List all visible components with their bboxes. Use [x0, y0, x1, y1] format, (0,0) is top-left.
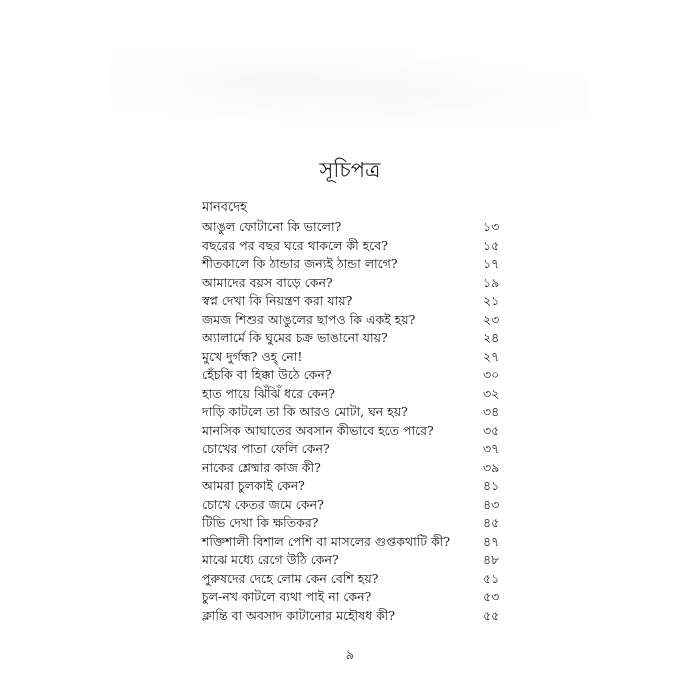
toc-entry	[202, 218, 503, 237]
toc-entry-title: শক্তিশালী বিশাল পেশি বা মাসলের গুপ্তকথাটি কী?	[202, 533, 451, 549]
toc-entry-page: ২৭	[483, 348, 500, 364]
toc-entry-page: ৪৭	[483, 533, 500, 549]
toc-entry-title: শীতকালে কি ঠান্ডার জন্যই ঠান্ডা লাগে?	[202, 256, 398, 271]
toc-entry-page: ৪১	[483, 478, 500, 493]
toc-entry-title: পুরুষদের দেহে লোম কেন বেশি হয়?	[202, 570, 379, 586]
toc-entry-title: টিভি দেখা কি ক্ষতিকর?	[202, 515, 319, 530]
toc-entry	[202, 237, 503, 256]
toc-entry-page: ১৩	[483, 219, 500, 234]
toc-entry	[202, 422, 503, 441]
toc-entry-title: চোখে কেতর জমে কেন?	[202, 496, 324, 512]
toc-entry	[202, 403, 503, 422]
toc-entry-page: ২৩	[483, 311, 500, 327]
toc-entry	[202, 440, 503, 459]
toc-entry-title: চোখের পাতা ফেলি কেন?	[202, 441, 330, 456]
toc-entry-title: জমজ শিশুর আঙুলের ছাপও কি একই হয়?	[202, 311, 416, 327]
toc-entry-page: ৩৪	[483, 404, 500, 419]
toc-entry-title: ক্লান্তি বা অবসাদ কাটানোর মহৌষধ কী?	[202, 607, 396, 623]
toc-entry-title: মাঝে মধ্যে রেগে উঠি কেন?	[202, 552, 339, 567]
toc-entry	[202, 588, 503, 607]
toc-entry	[202, 255, 503, 274]
toc-entry-page: ১৭	[483, 256, 500, 271]
toc-entry-title: মানসিক আঘাতের অবসান কীভাবে হতে পারে?	[202, 422, 434, 438]
toc-entry	[202, 551, 503, 570]
toc-entry	[202, 366, 503, 385]
toc-entry-title: আঙুল ফোটানো কি ভালো?	[202, 219, 342, 234]
section-heading: মানবদেহ	[202, 200, 247, 215]
toc-entry-page: ১৫	[483, 237, 500, 253]
toc-entry-page: ৫৫	[483, 607, 500, 623]
toc-entry	[202, 329, 503, 348]
toc-entry	[202, 311, 503, 330]
toc-entry	[202, 496, 503, 515]
toc-entry-title: হেঁচকি বা হিক্কা উঠে কেন?	[202, 367, 332, 382]
toc-entry-page: ৩৫	[483, 422, 500, 438]
toc-entry	[202, 348, 503, 367]
toc-entry-page: ৩৭	[483, 441, 500, 456]
toc-entry-title: বছরের পর বছর ঘরে থাকলে কী হবে?	[202, 237, 388, 253]
toc-list	[202, 218, 503, 625]
toc-entry-title: নাকের শ্লেষ্মার কাজ কী?	[202, 459, 321, 475]
toc-entry-title: দাড়ি কাটলে তা কি আরও মোটা, ঘন হয়?	[202, 404, 408, 419]
toc-entry-page: ৫৩	[483, 589, 500, 604]
toc-entry-page: ১৯	[483, 274, 500, 290]
toc-entry-title: মুখে দুর্গন্ধ? ওহ্ নো!	[202, 348, 303, 364]
toc-entry	[202, 385, 503, 404]
toc-entry-title: আমাদের বয়স বাড়ে কেন?	[202, 274, 333, 290]
toc-entry-title: আমরা চুলকাই কেন?	[202, 478, 305, 493]
toc-entry-page: ৪৫	[483, 515, 500, 530]
toc-entry	[202, 533, 503, 552]
toc-entry	[202, 477, 503, 496]
toc-entry-page: ৩০	[483, 367, 500, 382]
page-number: ৯	[345, 648, 355, 663]
toc-entry-title: স্বপ্ন দেখা কি নিয়ন্ত্রণ করা যায়?	[202, 293, 353, 308]
toc-entry-page: ৪৮	[483, 552, 500, 567]
toc-entry-page: ৫১	[483, 570, 500, 586]
toc-entry	[202, 459, 503, 478]
toc-entry-title: হাত পায়ে ঝিঁঝিঁ ধরে কেন?	[202, 385, 335, 401]
toc-entry-title: অ্যালার্মে কি ঘুমের চক্র ভাঙানো যায়?	[202, 330, 388, 345]
toc-entry-page: ৩২	[483, 385, 500, 401]
toc-entry-page: ৩৯	[483, 459, 500, 475]
toc-entry	[202, 274, 503, 293]
toc-entry-title: চুল-নখ কাটলে ব্যথা পাই না কেন?	[202, 589, 372, 604]
toc-entry	[202, 292, 503, 311]
page-title: সূচিপত্র	[319, 158, 381, 182]
toc-entry	[202, 570, 503, 589]
toc-entry	[202, 607, 503, 626]
toc-entry-page: ২১	[483, 293, 500, 308]
show-through-smudge	[110, 48, 590, 138]
toc-entry-page: ২৪	[483, 330, 500, 345]
toc-entry-page: ৪৩	[483, 496, 500, 512]
toc-entry	[202, 514, 503, 533]
